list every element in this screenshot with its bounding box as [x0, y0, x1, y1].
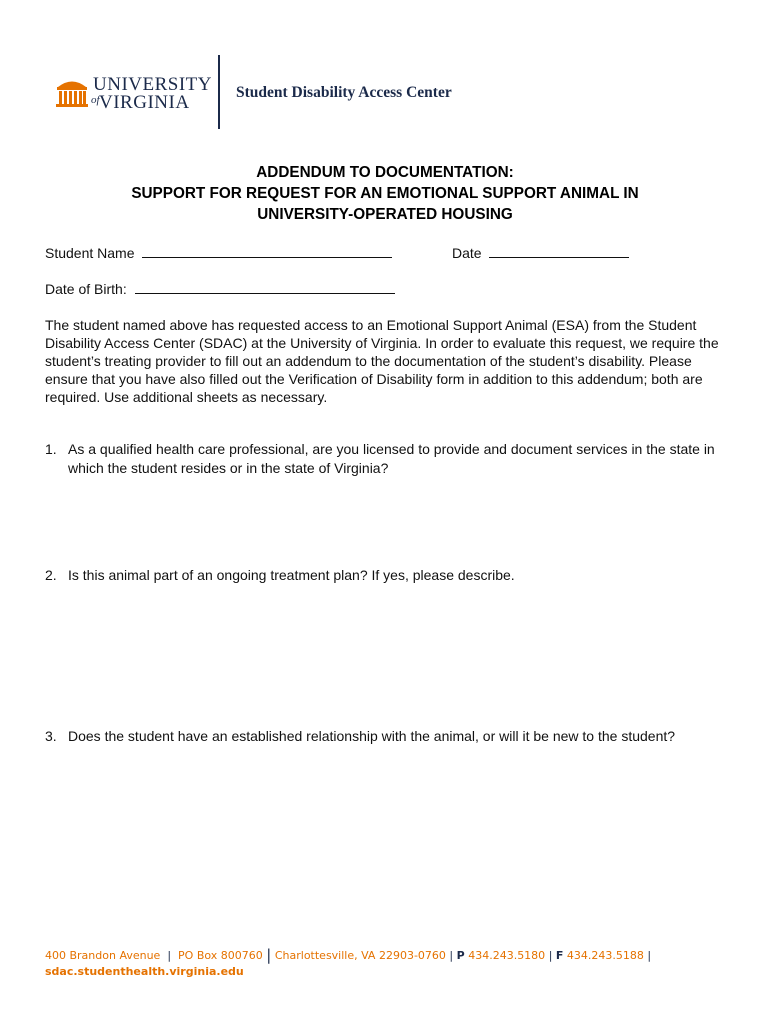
dob-field[interactable]	[45, 281, 395, 297]
dob-label: Date of Birth:	[45, 281, 127, 297]
footer-city: Charlottesville, VA 22903-0760	[274, 949, 446, 962]
footer-separator: |	[266, 946, 272, 964]
question-number: 2.	[45, 567, 57, 583]
intro-paragraph: The student named above has requested access to an Emotional Support Animal (ESA) from the Student Disability Access Center (SDAC) at the University of Virginia. In order to evaluate this request, we require the student’s treating provider to fill out an addendum to the documentation of the student’s disability. Please ensure that you have also filled out the Verification of Disability form in addition to this addendum; both are required. Use additional sheets as necessary.	[45, 317, 719, 405]
logo-word-of: of	[91, 94, 100, 106]
question-text: Is this animal part of an ongoing treatment plan? If yes, please describe.	[68, 567, 515, 583]
student-name-line[interactable]	[142, 245, 392, 258]
question-number: 1.	[45, 441, 57, 457]
question-text: Does the student have an established relationship with the animal, or will it be new to the student?	[68, 728, 676, 744]
dob-line[interactable]	[135, 281, 395, 294]
footer-website-link[interactable]: sdac.studenthealth.virginia.edu	[45, 965, 244, 978]
question-2	[45, 566, 735, 585]
title-line-3: UNIVERSITY-OPERATED HOUSING	[257, 206, 513, 223]
footer	[45, 948, 651, 979]
rotunda-icon	[55, 76, 89, 108]
footer-fax: 434.243.5188	[566, 949, 644, 962]
student-name-label: Student Name	[45, 245, 135, 261]
title-line-1: ADDENDUM TO DOCUMENTATION:	[256, 164, 514, 181]
footer-separator: |	[548, 949, 553, 962]
uva-logo	[55, 72, 215, 114]
footer-phone-prefix: P	[456, 949, 465, 962]
department-name: Student Disability Access Center	[236, 84, 452, 101]
footer-separator: |	[449, 949, 454, 962]
footer-separator: |	[647, 949, 652, 962]
logo-word-virginia: VIRGINIA	[99, 92, 190, 113]
footer-phone[interactable]: 434.243.5180	[468, 949, 546, 962]
date-line[interactable]	[489, 245, 629, 258]
footer-po-box: PO Box 800760	[178, 949, 263, 962]
title-line-2: SUPPORT FOR REQUEST FOR AN EMOTIONAL SUPPORT ANIMAL IN	[131, 185, 639, 202]
date-label: Date	[452, 245, 482, 261]
header-divider	[218, 55, 220, 129]
question-1	[45, 440, 735, 477]
question-text: As a qualified health care professional, are you licensed to provide and document services in the state in which the student resides or in the state of Virginia?	[68, 441, 715, 476]
student-name-field[interactable]	[45, 245, 392, 261]
logo-word-university: UNIVERSITY	[93, 74, 212, 95]
document-title	[0, 162, 770, 225]
footer-fax-prefix: F	[555, 949, 564, 962]
question-3	[45, 727, 735, 746]
question-number: 3.	[45, 728, 57, 744]
footer-address: 400 Brandon Avenue	[45, 949, 161, 962]
footer-separator: |	[167, 949, 172, 962]
date-field[interactable]	[452, 245, 629, 261]
